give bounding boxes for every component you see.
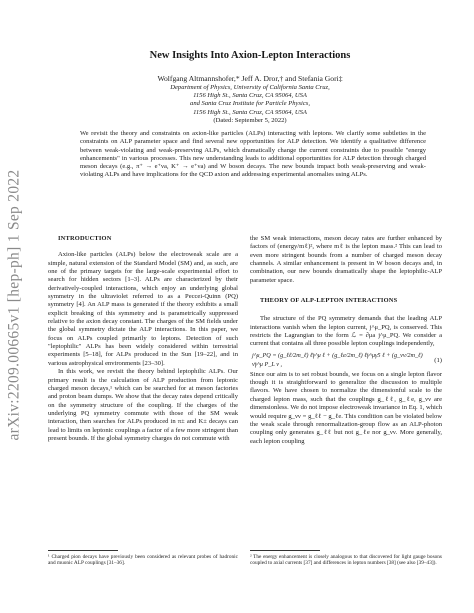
affiliation-line: Department of Physics, University of California Santa Cruz, [170,84,330,91]
section-heading-theory: THEORY OF ALP-LEPTON INTERACTIONS [260,297,398,305]
dated-line: (Dated: September 5, 2022) [213,117,287,124]
author-list: Wolfgang Altmannshofer,* Jeff A. Dror,† and Stefania Gori‡ [157,74,343,83]
left-column [48,235,238,443]
footnote-2: ² The energy enhancement is closely analogous to that discovered for light gauge bosons coupled to axial currents [37] and differences in lepton numbers [38] (see also [39–43]). [250,554,442,567]
section-heading-introduction: INTRODUCTION [58,235,112,242]
footnote-rule [250,550,320,551]
paper-title: New Insights Into Axion-Lepton Interactions [149,50,351,61]
footnote-1: ¹ Charged pion decays have previously been considered as relevant probes of hadronic and muonic ALP couplings [31–36]. [48,554,238,567]
arxiv-stamp: arXiv:2209.00665v1 [hep-ph] 1 Sep 2022 [5,169,22,441]
theory-paragraph-2: Since our aim is to set robust bounds, we focus on a single lepton flavor though it is straightforward to generalize the discussion to multiple flavors. We have chosen to normalize the dimensionful scale to the charged lepton mass, such that the couplings g_ℓℓ, g_ℓe, g_νν are dimensionless. We do not impose electroweak invariance in Eq. 1, which would require g_νν = g_ℓℓ − g_ℓe. This condition can be violated below the weak scale through renormalization-group flow as an ALP-photon coupling only generates g_ℓℓ but not g_ℓe nor g_νν. More generally, each lepton coupling [250,370,442,445]
continued-paragraph: the SM weak interactions, meson decay rates are further enhanced by factors of (energy/mℓ)², where mℓ is the lepton mass.² This can lead to even more stringent bounds from a number of charged meson decay channels. A similar enhancement is present in W boson decays and, in combination, our new bounds dramatically shape the leptophilic-ALP parameter space. [250,235,442,284]
abstract: We revisit the theory and constraints on axion-like particles (ALPs) interacting with leptons. We clarify some subtleties in the constraints on ALP parameter space and find several new opportunities for ALP detection. We identify a qualitative difference between weak-violating and weak-preserving ALPs, which dramatically change the current constraints due to possible "energy enhancements" in various processes. This new understanding leads to additional opportunities for ALP detection through charged meson decays (e.g., π⁺ → e⁺νa, K⁺ → e⁺νa) and W boson decays. The new bounds impact both weak-preserving and weak-violating ALPs and have implications for the QCD axion and addressing experimental anomalies using ALPs. [80,130,426,179]
affiliation-block [60,84,440,117]
equation-body: j^μ_PQ = (g_ℓℓ/2m_ℓ) ℓ̄γ^μ ℓ + (g_ℓe/2m_ℓ) ℓ̄γ^μγ5 ℓ + (g_νν/2m_ℓ) ν̄γ^μ P_L ν , [252,352,423,368]
footnote-right [250,550,442,567]
affiliation-line: 1156 High St., Santa Cruz, CA 95064, USA [193,108,307,116]
intro-paragraph-1: Axion-like particles (ALPs) below the electroweak scale are a simple, natural extension of the Standard Model (SM) and, as such, are one of the primary targets for the large-scale experimental effort to search for hidden sectors [1–3]. ALPs are characterized by their derivatively-coupled interactions, which enjoy an underlying global symmetry in the ultraviolet referred to as a Peccei-Quinn (PQ) symmetry [4]. An ALP mass is generated if the theory exhibits a small explicit breaking of this symmetry and is parametrically suppressed relative to the axion decay constant. The charges of the SM fields under the global symmetry dictate the ALP interactions. In this paper, we focus on ALPs coupled primarily to leptons. Detection of such "leptophilic" ALPs has been widely considered within terrestrial experiments [5–18], for ALPs produced in the Sun [19–22], and in various astrophysical environments [23–30]. [48,251,238,367]
theory-paragraph-1: The structure of the PQ symmetry demands that the leading ALP interactions vanish when the lepton current, j^μ_PQ, is conserved. This restricts the Lagrangian to the form ℒ = ∂μa j^μ_PQ. We consider a current that contains all three possible lepton couplings independently, [250,315,442,348]
intro-paragraph-2: In this work, we revisit the theory behind leptophilic ALPs. Our primary result is the calculation of ALP production from leptonic charged meson decays,¹ which can be searched for at meson factories and proton beam dumps. We show that the decay rates depend critically on the symmetry structure of the coupling. If the charges of the underlying PQ symmetry commute with those of the SM weak interaction, then searches for ALPs produced in π± and K± decays can lead to limits on leptonic couplings a factor of a few more stringent than present bounds. If the global symmetry charges do not commute with [48,368,238,442]
affiliation-line: 1156 High St., Santa Cruz, CA 95064, USA [193,92,307,100]
equation-1 [252,352,442,368]
equation-number: (1) [434,356,442,364]
footnote-rule [48,550,118,551]
affiliation-line: and Santa Cruz Institute for Particle Physics, [190,100,310,108]
footnote-left [48,550,238,567]
right-column [250,235,442,446]
